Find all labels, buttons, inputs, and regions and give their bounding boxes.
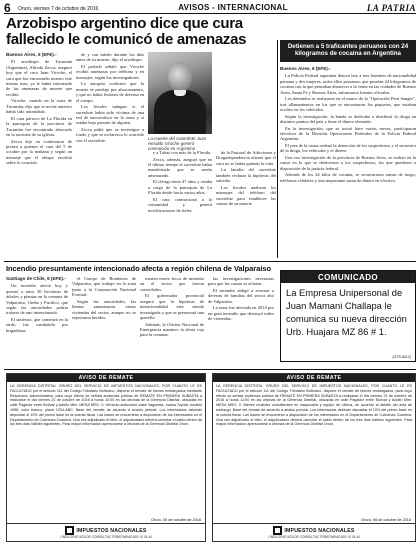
story1-paragraph: y a Tobas con más de la Florida. — [153, 150, 212, 155]
story3-paragraph: La zona fue afectada en 2014 por un gran incendio que destruyó miles de viviendas. — [208, 305, 274, 322]
column-divider — [277, 40, 278, 258]
story1-paragraph: La familia del sacerdote también rechaza la hipótesis del suicidio. — [216, 167, 276, 184]
story1-column-4 — [216, 150, 276, 258]
remate-signature: Oruro, 06 de octubre de 2016 — [151, 518, 201, 522]
issue-date: Oruro, viernes 7 de octubre de 2016 — [18, 6, 99, 12]
story1-paragraph: Zecca dijo en conferencia de prensa a quienes el cura del 5 de octubre por la mañana y según un mensaje que el obispo escribió sobre lo ocurrido. — [6, 138, 72, 166]
story2-dateline: Buenos Aires, 6 (EFE).- — [280, 66, 331, 71]
impuestos-logo-icon — [65, 526, 74, 535]
story3-paragraph: las investigaciones necesarias para que las causas se aclaren. — [208, 276, 274, 287]
page-number: 6 — [4, 0, 11, 15]
story1-column-3 — [148, 150, 212, 258]
remate-footer — [213, 523, 415, 541]
story2-headline: Detienen a 5 traficantes peruanos con 24 kilogramos de cocaína en Argentina — [280, 40, 416, 62]
photo-robe — [154, 90, 206, 134]
story1-paragraph: El clérigo tenía 47 años y estaba a cargo de la parroquia de La Florida desde hacía varios años. — [148, 179, 212, 196]
story1-paragraph: El arzobispo de Tucumán (Argentina), Alfredo Zecca, aseguró hoy que el cura Juan Viroche, el cura que fue encontrado muerto este mismo mes, ya le había informado de las amenazas de muerte que recibió. — [6, 59, 72, 97]
story2-paragraph: El juez de la causa ordenó la detención de los sospechosos y el secuestro de la droga, los vehículos y el dinero. — [280, 143, 416, 154]
story1-paragraph: La autopsia confirmó que la muerte se produjo por ahorcamiento, y que no había lesiones de defensa en el cuerpo. — [76, 81, 144, 103]
remate-title: AVISO DE REMATE — [213, 374, 415, 382]
story1-paragraph: Viroche, cuando en la zona de Tucumán, dijo que la noche anterior había sido intimidado. — [6, 98, 72, 115]
story2-paragraph: Los detenidos se realizaron en el marco de la "Operación Perú Sangre", tras allanamientos en los que se encontraron los paquetes, que estaban ocultos en los vehículos. — [280, 96, 416, 113]
story1-paragraph: El prelado señaló que Viroche recibió amenazas por teléfono y en mensajes, según los investigadores. — [76, 64, 144, 80]
remate-notice-left — [6, 373, 206, 542]
story3-paragraph: Además, la Oficina Nacional de Emergencia mantuvo la alerta roja para la comuna. — [140, 321, 204, 338]
story2-paragraph: Además de los 24 kilos de cocaína, se secuestraron armas de fuego, teléfonos celulares y una importante suma de dinero en efectivo. — [280, 172, 416, 183]
impuestos-logo-icon — [273, 526, 282, 535]
story1-paragraph: Zecca, además, aseguró que en el último tiempo el sacerdote había manifestado que se sentía amenazado. — [148, 156, 212, 178]
remate-signature: Oruro, 06 de octubre de 2016 — [361, 518, 411, 522]
remate-footer — [7, 523, 205, 541]
story1-paragraph: Los fiscales indagan si el sacerdote había sido víctima de una red de narcotráfico en la zona y si estaba bajo presión de alguien. — [76, 104, 144, 126]
impuestos-logo — [65, 526, 146, 535]
photo-face — [168, 62, 192, 92]
remate-text: LA GERENCIA DISTRITAL ORURO DEL SERVICIO DE IMPUESTOS NACIONALES, POR CUANTO LE ES FACULTADO por el artículo 111 del Código Tributario Boliviano, dispone el remate de bienes embargados mediante Resolución Administrativa, para cuyo efecto se señala audiencia pública de REMATE EN PRIMERA SUBASTA a realizarse el día viernes 21 de octubre de 2016 a horas 10:00 en las oficinas de la Gerencia Distrital, ubicadas en calle Pagador entre Bolívar y Adolfo Mier. MESA NRO. 1: Vehículo automotor clase Vagoneta, marca Toyota, modelo 1998, color blanco, placa 1234-ABC. Base del remate de acuerdo a avalúo pericial. Los interesados deberán depositar el 10% del precio base en la cuenta fiscal. Las bases se encuentran a disposición de los interesados en el Departamento de Cobranza Coactiva. Una vez adjudicado el bien, el adjudicatario deberá cancelar el saldo dentro de los tres días hábiles siguientes. Para mayor información apersonarse a oficinas de la Gerencia Distrital Oruro. — [10, 384, 202, 427]
story3-paragraph: El incendio obligó a evacuar a decenas de familias del sector alto de Valparaíso. — [208, 288, 274, 304]
photo-collar — [174, 90, 186, 96]
story1-headline: Arzobispo argentino dice que cura fallecido le comunicó de amenazas — [6, 15, 247, 48]
story3-column-2 — [72, 276, 136, 366]
story3-headline: Incendio presuntamente intencionado afecta a región chilena de Valparaíso — [6, 264, 271, 273]
remate-notice-right — [212, 373, 416, 542]
story1-paragraph: de la Pastoral de Adicciones y Drogadependencia afirmó que el cura no se había quitado la vida. — [216, 150, 276, 166]
story3-column-3 — [140, 276, 204, 366]
story3-paragraph: Según las autoridades, las llamas amenazaron varias viviendas del sector, aunque no se reportaron heridos. — [72, 298, 136, 321]
story2-paragraph: La Policía Federal argentina detuvo hoy a tres hombres de nacionalidad peruana y dos mujeres, todos ellos peruanos, que poseían 24 kilogramos de cocaína con la que pensaban abastecer a la venta en las ciudades de Buenos Aires, Santa Fe y Buenos Aires, informaron fuentes oficiales. — [280, 73, 416, 95]
comunicado-code: (OTS-6012) — [392, 355, 411, 359]
story2-paragraph: Una vez investigación de la provincia de Buenos Aires, se realizó en la causa en la que se detuvieron a los sospechosos, los que quedaron a disposición de la justicia federal. — [280, 155, 416, 171]
story1-paragraph: Zecca pidió que se investigue a fondo y que se esclarezca lo ocurrido con el sacerdote. — [76, 127, 144, 143]
comunicado-title: COMUNICADO — [281, 271, 415, 283]
section-title: AVISOS - INTERNACIONAL — [178, 3, 288, 12]
impuestos-logo-text: IMPUESTOS NACIONALES — [284, 527, 355, 534]
story3-column-1 — [6, 276, 68, 366]
story1-paragraph: Los fiscales analizan los mensajes del teléfono del sacerdote para establecer las causas de su muerte. — [216, 184, 276, 207]
section-divider — [4, 369, 416, 370]
story3-paragraph: existen nueve focos de incendio en el sector que fueron controlados. — [140, 276, 204, 292]
story3-paragraph: el Cuerpo de Bomberos de Valparaíso, que trabajó en la zona junto a la Corporación Nacional Forestal. — [72, 276, 136, 298]
story3-paragraph: El gobernador provincial aseguró que la hipótesis de intencionalidad está siendo investigada y que se presentará una querella. — [140, 293, 204, 321]
story1-column-2 — [76, 52, 144, 258]
story2-paragraph: En la investigación, que se inició hace varios meses, participaron efectivos de la División Operaciones Federales de la Policía Federal Argentina. — [280, 125, 416, 142]
remate-title: AVISO DE REMATE — [7, 374, 205, 382]
story1-paragraph: El cura párroco de La Florida en la parroquia de la provincia de Tucumán fue encontrado ahorcado en la sacristía de su iglesia. — [6, 115, 72, 138]
story1-paragraph: de y con miedo durante los días antes de su muerte, dijo el arzobispo. — [76, 52, 144, 63]
impuestos-hotline: LÍNEA GRATUITA DE CONSULTAS TRIBUTARIAS 800 10 34 44 — [268, 535, 360, 539]
story1-column-1 — [6, 52, 72, 258]
story2-body — [280, 66, 416, 258]
impuestos-logo — [273, 526, 354, 535]
photo-caption: La muerte del sacerdote Juan Heraldo Viroche generó conmoción en Argentina — [148, 136, 207, 152]
section-divider — [4, 261, 416, 262]
newspaper-brand: LA PATRIA — [366, 2, 416, 13]
comunicado-body: La Empresa Unipersonal de Juan Mamani Challapa le comunica su nueva dirección Urb. Huajara MZ 86 # 1. — [286, 287, 407, 337]
remate-text: LA GERENCIA DISTRITAL ORURO DEL SERVICIO DE IMPUESTOS NACIONALES, POR CUANTO LE ES FACULTADO por el artículo 111 del Código Tributario Boliviano, dispone el remate de bienes embargados, para cuyo efecto se señala audiencia pública de REMATE EN PRIMERA SUBASTA a realizarse el día viernes 21 de octubre de 2016 a horas 11:00 en las oficinas de la Gerencia Distrital, ubicadas en calle Pagador entre Bolívar y Adolfo Mier. MESA NRO. 2: Bienes muebles consistentes en maquinaria y equipo de oficina, de acuerdo al detalle del acta de embargo. Base del remate de acuerdo a avalúo pericial. Los interesados deberán depositar el 10% del precio base en la cuenta fiscal. Las bases se encuentran a disposición de los interesados en el Departamento de Cobranza Coactiva. Una vez adjudicado el bien, el adjudicatario deberá cancelar el saldo dentro de los tres días hábiles siguientes. Para mayor información apersonarse a oficinas de la Gerencia Distrital Oruro. — [216, 384, 412, 427]
comunicado-ad — [280, 270, 416, 362]
priest-photo — [148, 52, 212, 134]
page-header — [4, 2, 416, 14]
story3-paragraph: El siniestro, que comenzó en la tarde, fue combatido por brigadistas. — [6, 317, 68, 333]
impuestos-hotline: LÍNEA GRATUITA DE CONSULTAS TRIBUTARIAS 800 10 34 44 — [60, 535, 152, 539]
story1-dateline: Buenos Aires, 6 (EFE).- — [6, 52, 57, 57]
story3-paragraph: Un incendio afectó hoy y quemó a unos 30 hectáreas de árboles y plantas en la comuna de Valparaíso, Oreña y Pacífico, que según las autoridades podría tratarse de uno intencionado. — [6, 283, 68, 316]
story3-dateline: Santiago de Chile, 6 (EFE).- — [6, 276, 66, 281]
story1-paragraph: El caso conmocionó a la comunidad y generó movilizaciones de fieles. — [148, 196, 212, 213]
story3-column-4 — [208, 276, 274, 366]
impuestos-logo-text: IMPUESTOS NACIONALES — [76, 527, 147, 534]
story2-paragraph: Según la investigación, la banda se dedicaba a distribuir la droga en distintos puntos del país y lavar el dinero obtenido. — [280, 113, 416, 125]
